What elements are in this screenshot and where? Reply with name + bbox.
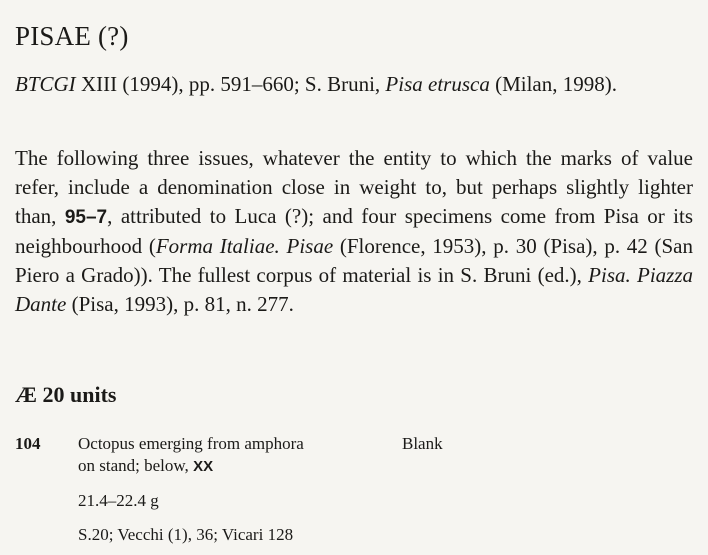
intro-paragraph <box>15 144 693 319</box>
intro-text: , attributed to Luca (?); and four specimens come from Pisa or its neighbourhood ( <box>15 204 694 258</box>
catalogue-page <box>15 0 695 555</box>
book-title: Pisa etrusca <box>385 72 490 96</box>
intro-text: The following three issues, whatever the entity to which the marks of value refer, include a denomination close in weight to, but perhaps slightly lighter than, <box>15 146 693 228</box>
cross-reference: 95–7 <box>64 207 108 228</box>
page-title: PISAE (?) <box>15 21 129 51</box>
intro-text: (Florence, 1953), p. 30 (Pisa), p. 42 (San Piero a Grado)). The fullest corpus of material is in S. Bruni (ed.), <box>15 234 694 287</box>
bibliography <box>15 71 695 97</box>
cited-title: Pisa. Piazza Dante <box>15 263 694 316</box>
bibliography-publication: (Milan, 1998). <box>489 72 617 96</box>
value-marks: XX <box>193 458 214 475</box>
weight-range: 21.4–22.4 g <box>78 491 159 510</box>
bibliography-text: XIII (1994), pp. 591–660; S. Bruni, <box>75 72 386 96</box>
obverse-description <box>78 433 398 478</box>
denomination-heading: Æ 20 units <box>15 382 117 407</box>
obverse-line: Octopus emerging from amphora <box>78 434 304 453</box>
obverse-text: on stand; below, <box>78 456 194 475</box>
journal-title: BTCGI <box>15 72 76 96</box>
intro-text: (Pisa, 1993), p. 81, n. 277. <box>66 292 294 316</box>
cited-title: Forma Italiae. Pisae <box>155 234 334 258</box>
entry-number: 104 <box>15 434 41 453</box>
obverse-line <box>78 455 398 478</box>
reverse-description: Blank <box>402 434 443 453</box>
specimen-references: S.20; Vecchi (1), 36; Vicari 128 <box>78 525 294 544</box>
